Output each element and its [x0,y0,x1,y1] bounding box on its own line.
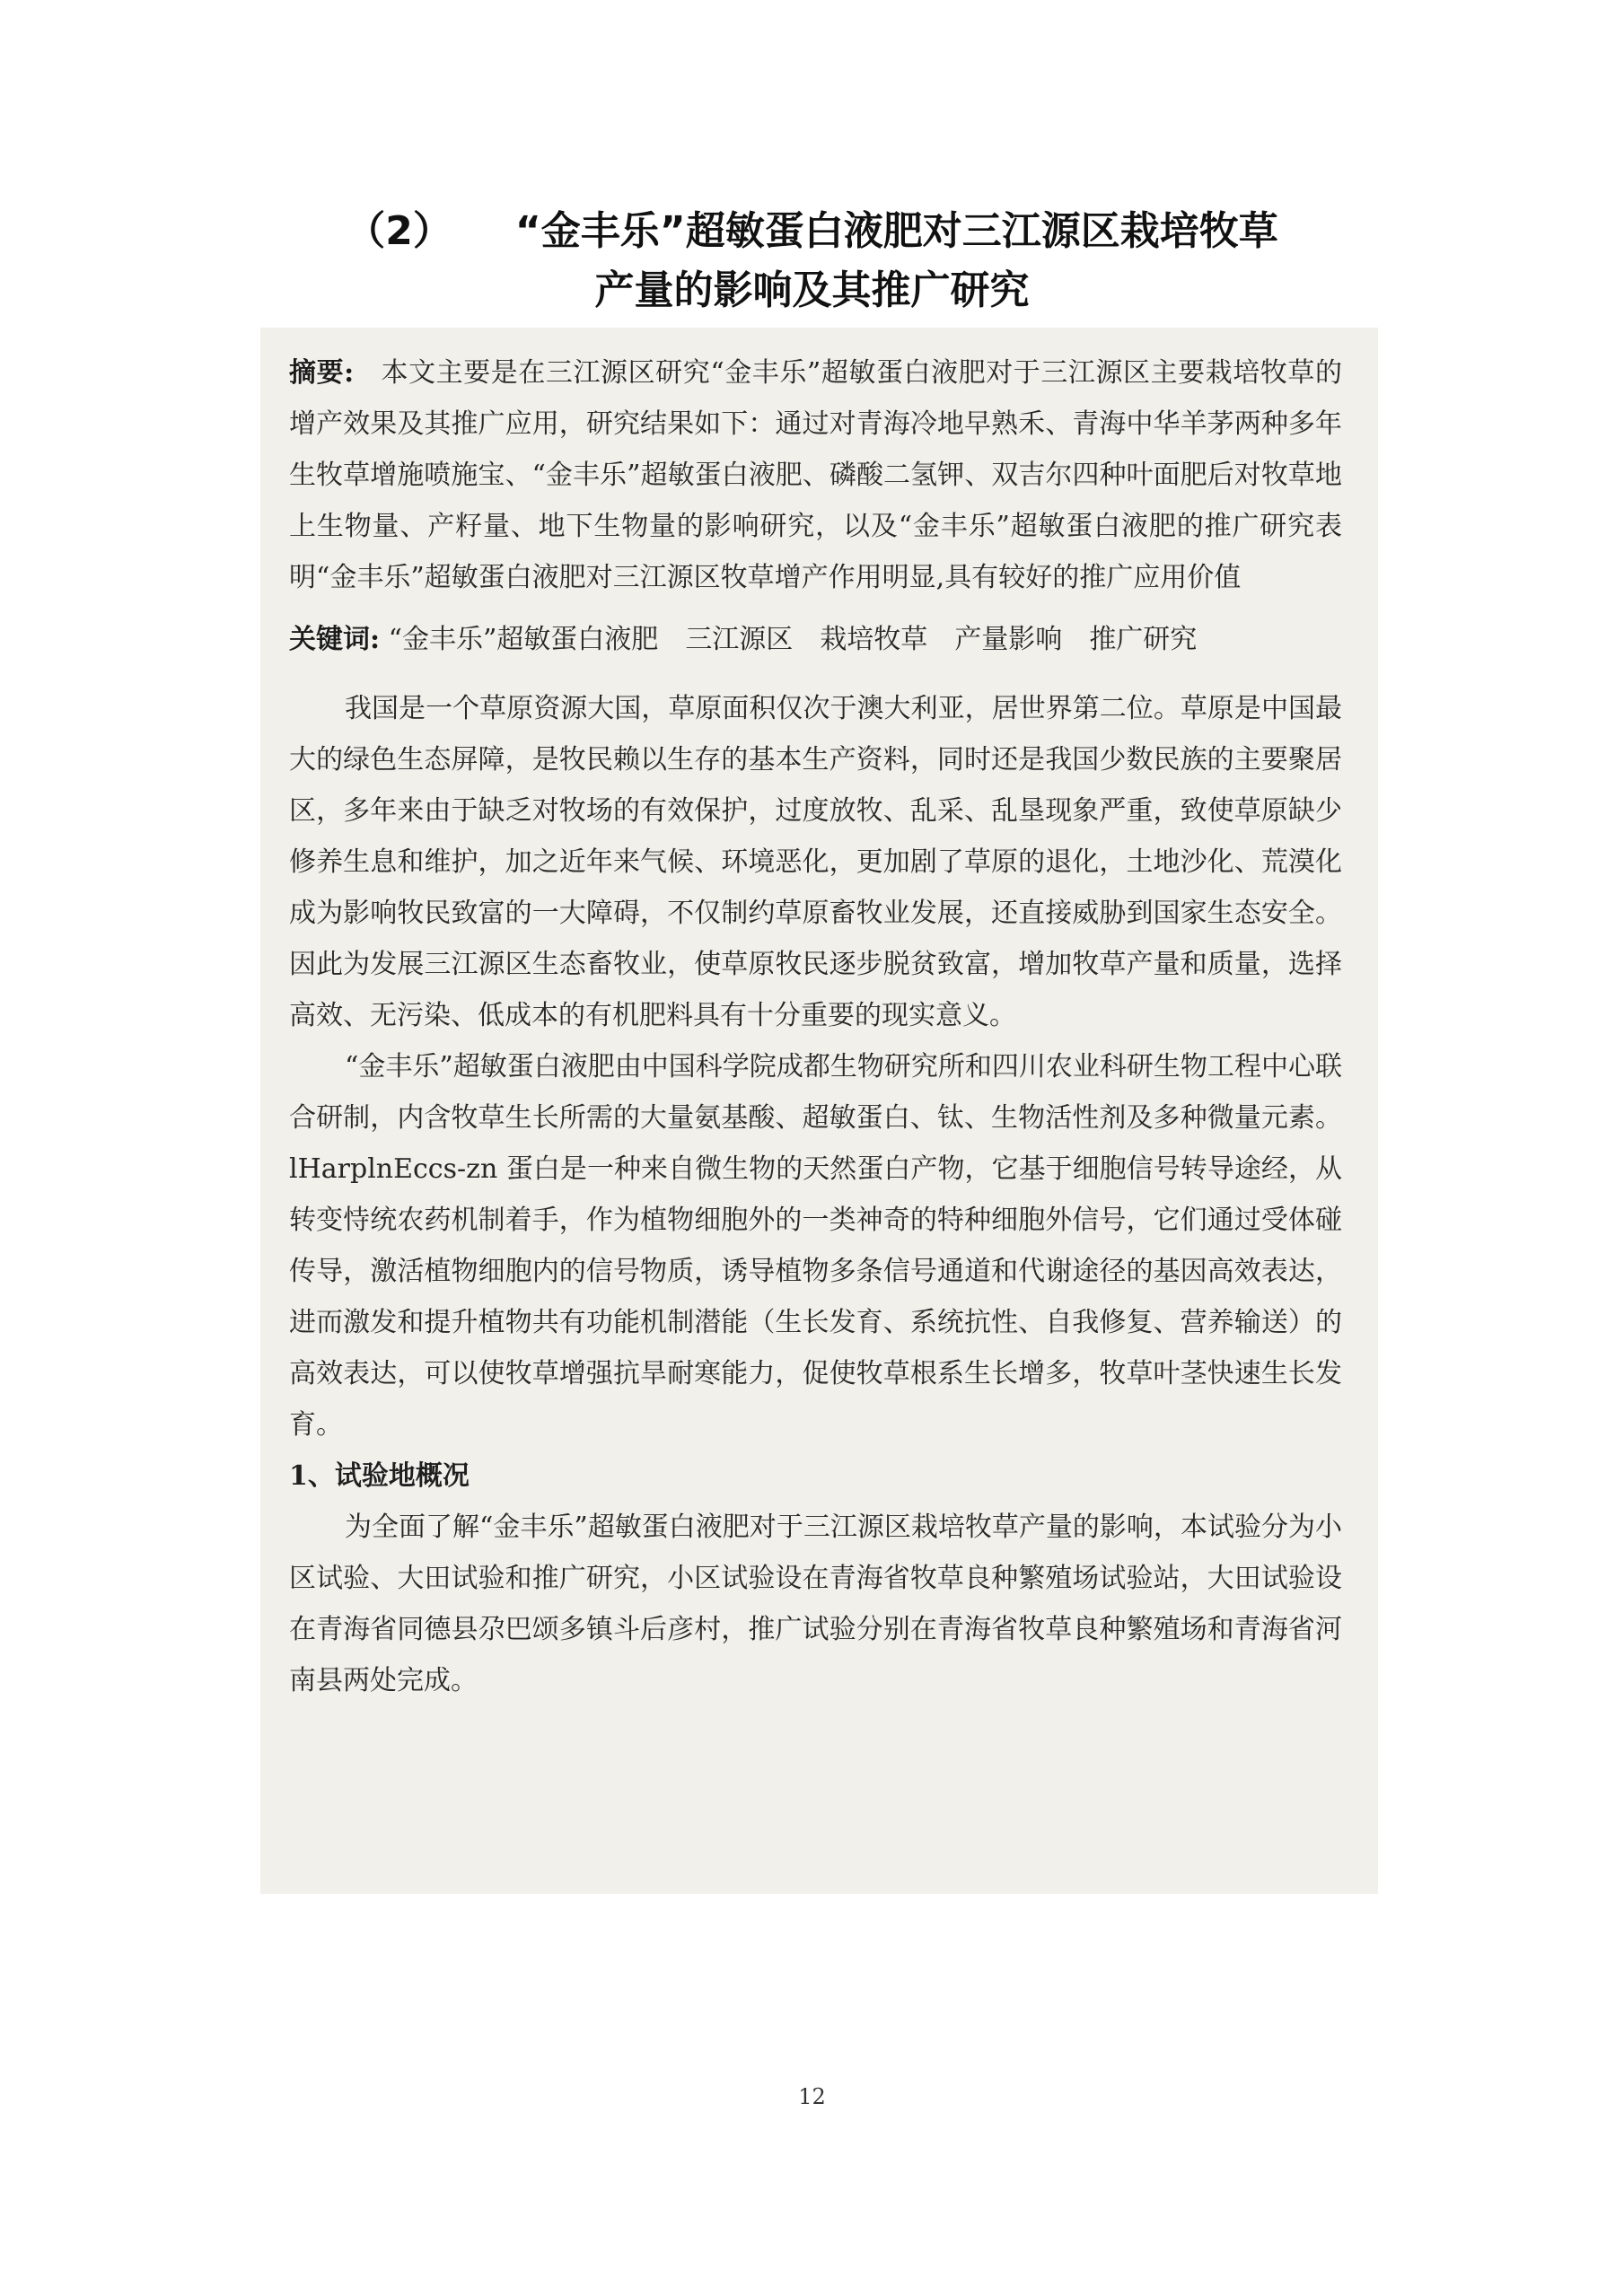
keywords [289,614,1342,665]
section-heading: 1、试验地概况 [289,1460,470,1492]
abstract-label: 摘要: [289,357,355,389]
body-paragraph: “金丰乐”超敏蛋白液肥由中国科学院成都生物研究所和四川农业科研生物工程中心联合研制，内含牧草生长所需的大量氨基酸、超敏蛋白、钛、生物活性剂及多种微量元素。lHarplnEccs-zn 蛋白是一种来自微生物的天然蛋白产物，它基于细胞信号转导途经，从转变恃统农药机制着手，作为植物细胞外的一类神奇的特种细胞外信号，它们通过受体碰传导，激活植物细胞内的信号物质，诱导植物多条信号通道和代谢途径的基因高效表达，进而激发和提升植物共有功能机制潜能（生长发育、系统抗性、自我修复、营养输送）的高效表达，可以使牧草增强抗旱耐寒能力，促使牧草根系生长增多，牧草叶茎快速生长发育。 [289,1051,1342,1441]
title-line-1 [0,202,1624,261]
keyword-item: “金丰乐”超敏蛋白液肥 [388,624,659,655]
keyword-item: 栽培牧草 [820,624,928,655]
keyword-item: 三江源区 [685,624,794,655]
scanned-page [260,328,1378,1894]
abstract [289,347,1342,603]
title-text-1: “金丰乐”超敏蛋白液肥对三江源区栽培牧草 [514,208,1278,254]
title-number: （2） [346,208,452,254]
body-paragraph: 为全面了解“金丰乐”超敏蛋白液肥对于三江源区栽培牧草产量的影响，本试验分为小区试验、大田试验和推广研究，小区试验设在青海省牧草良种繁殖场试验站，大田试验设在青海省同德县尕巴颂多镇斗后彦村，推广试验分别在青海省牧草良种繁殖场和青海省河南县两处完成。 [289,1512,1342,1696]
abstract-text: 本文主要是在三江源区研究“金丰乐”超敏蛋白液肥对于三江源区主要栽培牧草的增产效果及其推广应用，研究结果如下：通过对青海冷地早熟禾、青海中华羊茅两种多年生牧草增施喷施宝、“金丰乐”超敏蛋白液肥、磷酸二氢钾、双吉尔四种叶面肥后对牧草地上生物量、产籽量、地下生物量的影响研究，以及“金丰乐”超敏蛋白液肥的推广研究表明“金丰乐”超敏蛋白液肥对三江源区牧草增产作用明显,具有较好的推广应用价值 [289,357,1343,593]
document-title [0,202,1624,320]
title-line-2: 产量的影响及其推广研究 [594,267,1030,313]
keyword-item: 产量影响 [954,624,1063,655]
page-number: 12 [798,2084,826,2109]
keyword-item: 推广研究 [1089,624,1198,655]
keywords-label: 关键词: [289,624,381,655]
body-paragraph: 我国是一个草原资源大国，草原面积仅次于澳大利亚，居世界第二位。草原是中国最大的绿色生态屏障，是牧民赖以生存的基本生产资料，同时还是我国少数民族的主要聚居区，多年来由于缺乏对牧场的有效保护，过度放牧、乱采、乱垦现象严重，致使草原缺少修养生息和维护，加之近年来气候、环境恶化，更加剧了草原的退化，土地沙化、荒漠化成为影响牧民致富的一大障碍，不仅制约草原畜牧业发展，还直接威胁到国家生态安全。因此为发展三江源区生态畜牧业，使草原牧民逐步脱贫致富，增加牧草产量和质量，选择高效、无污染、低成本的有机肥料具有十分重要的现实意义。 [289,693,1342,1031]
